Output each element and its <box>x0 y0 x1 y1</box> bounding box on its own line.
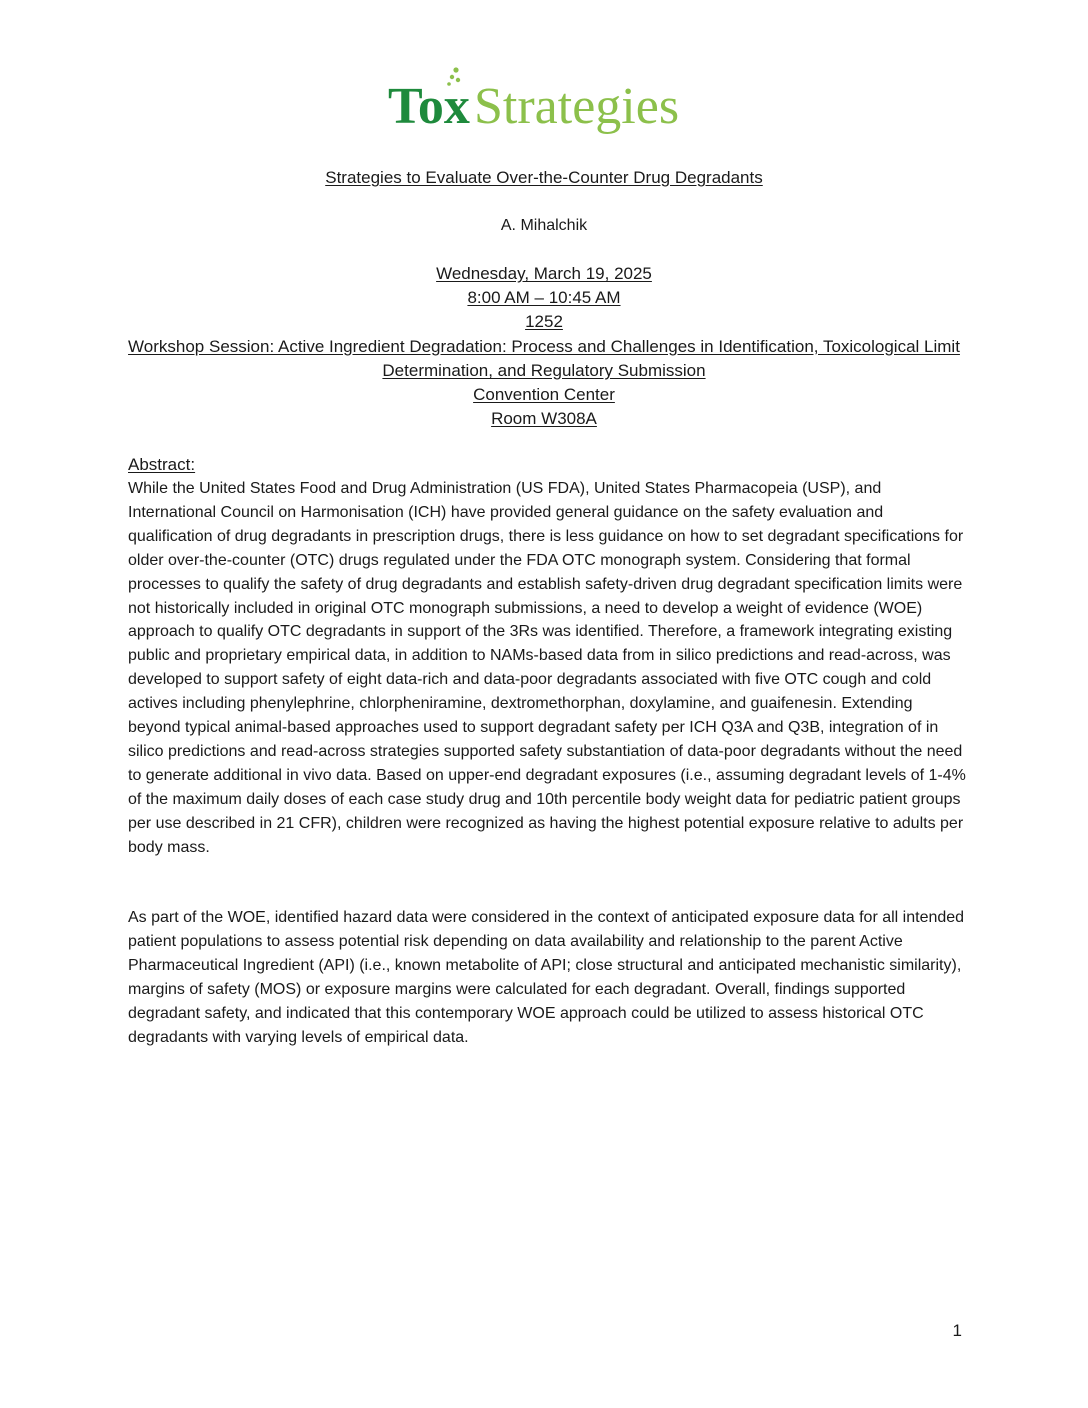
session-room: Room W308A <box>491 409 597 429</box>
session-details <box>120 262 968 431</box>
page-number: 1 <box>952 1321 962 1340</box>
document-title: Strategies to Evaluate Over-the-Counter Drug Degradants <box>325 168 763 187</box>
toxstrategies-logo <box>388 64 708 140</box>
session-date: Wednesday, March 19, 2025 <box>436 264 652 283</box>
logo-graphic <box>388 64 708 140</box>
session-workshop-title: Workshop Session: Active Ingredient Degradation: Process and Challenges in Identification, Toxicological Limit Determination, and Regulatory Submission <box>128 336 960 380</box>
abstract-paragraph-2: As part of the WOE, identified hazard data were considered in the context of anticipated exposure data for all intended patient populations to assess potential risk depending on data availability and relationship to the parent Active Pharmaceutical Ingredient (API) (i.e., known metabolite of API; close structural and anticipated mechanistic similarity), margins of safety (MOS) or exposure margins were calculated for each degradant. Overall, findings supported degradant safety, and indicated that this contemporary WOE approach could be utilized to assess historical OTC degradants with varying levels of empirical data. <box>128 909 965 1046</box>
session-venue: Convention Center <box>473 385 615 405</box>
logo-word-tox: Tox <box>388 78 470 135</box>
logo-dot <box>453 67 458 72</box>
session-number: 1252 <box>525 312 563 332</box>
abstract-paragraph-1: While the United States Food and Drug Administration (US FDA), United States Pharmacopeia (USP), and International Council on Harmonisation (ICH) have provided general guidance on the safety evaluation and qualification of drug degradants in prescription drugs, there is less guidance on how to set degradant specifications for older over-the-counter (OTC) drugs regulated under the FDA OTC monograph system. Considering that formal processes to qualify the safety of drug degradants and establish safety-driven drug degradant specification limits were not historically included in original OTC monograph submissions, a need to develop a weight of evidence (WOE) approach to qualify OTC degradants in support of the 3Rs was identified. Therefore, a framework integrating existing public and proprietary empirical data, in addition to NAMs-based data from in silico predictions and read-across, was developed to support safety of eight data-rich and data-poor degradants associated with five OTC cough and cold actives including phenylephrine, chlorpheniramine, dextromethorphan, doxylamine, and guaifenesin. Extending beyond typical animal-based approaches used to support degradant safety per ICH Q3A and Q3B, integration of in silico predictions and read-across strategies supported safety substantiation of data-poor degradants without the need to generate additional in vivo data. Based on upper-end degradant exposures (i.e., assuming degradant levels of 1-4% of the maximum daily doses of each case study drug and 10th percentile body weight data for pediatric patient groups per use described in 21 CFR), children were recognized as having the highest potential exposure relative to adults per body mass. <box>128 480 966 856</box>
logo-word-strategies: Strategies <box>474 78 680 135</box>
abstract-heading: Abstract: <box>128 455 196 474</box>
session-time: 8:00 AM – 10:45 AM <box>467 288 621 308</box>
author-name: A. Mihalchik <box>500 217 588 234</box>
